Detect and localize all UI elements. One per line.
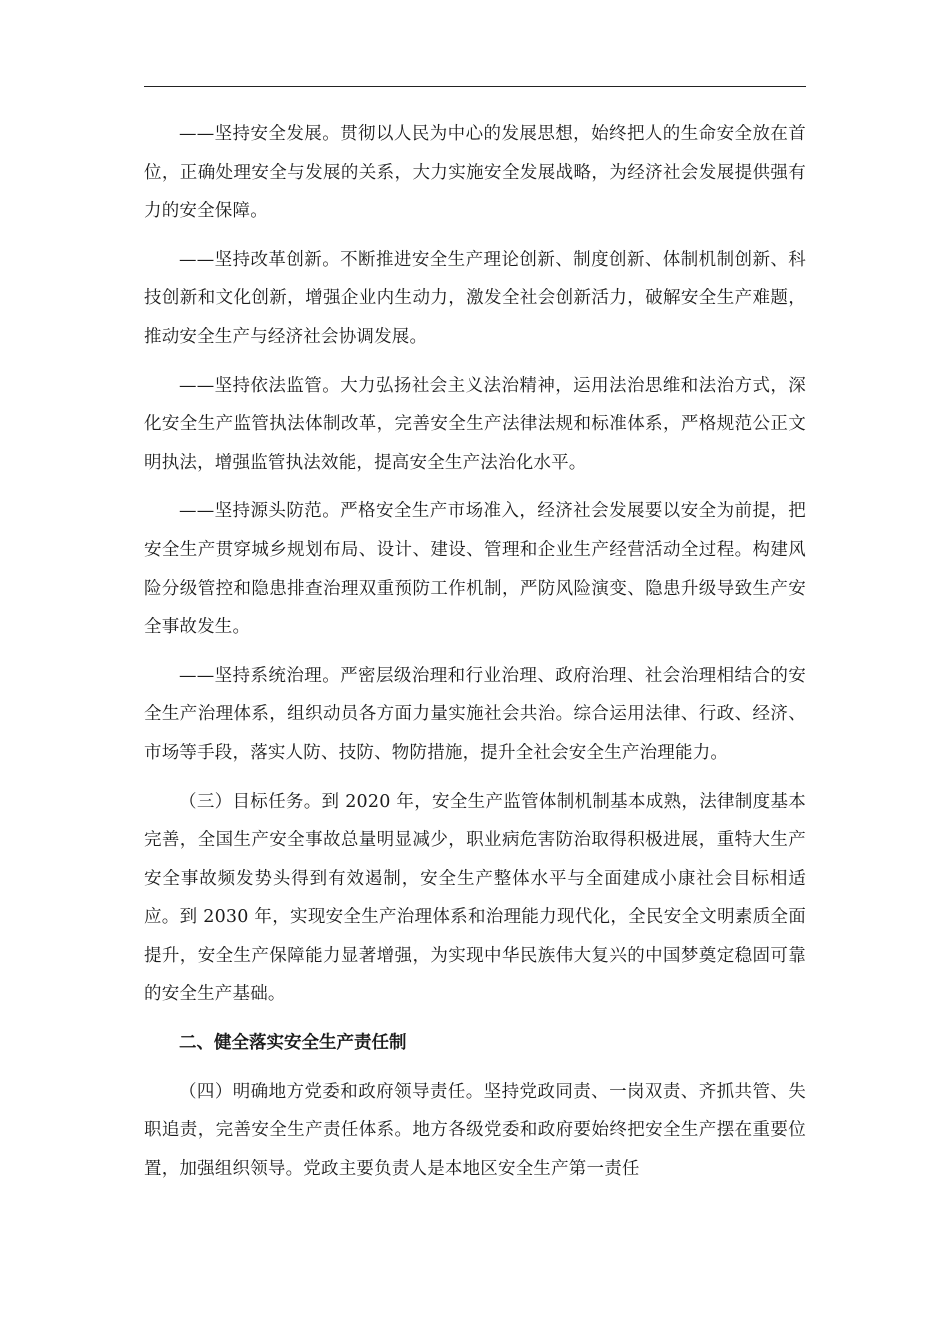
section-heading: 二、健全落实安全生产责任制 (179, 1033, 407, 1054)
paragraph-safe-development: ——坚持安全发展。贯彻以人民为中心的发展思想，始终把人的生命安全放在首位，正确处理安全与发展的关系，大力实施安全发展战略，为经济社会发展提供强有力的安全保障。 (144, 124, 806, 222)
header-rule (144, 86, 806, 87)
paragraph-lawful-supervision: ——坚持依法监管。大力弘扬社会主义法治精神，运用法治思维和法治方式，深化安全生产监管执法体制改革，完善安全生产法律法规和标准体系，严格规范公正文明执法，增强监管执法效能，提高安全生产法治化水平。 (144, 375, 806, 473)
paragraph-source-prevention: ——坚持源头防范。严格安全生产市场准入，经济社会发展要以安全为前提，把安全生产贯穿城乡规划布局、设计、建设、管理和企业生产经营活动全过程。构建风险分级管控和隐患排查治理双重预防工作机制，严防风险演变、隐患升级导致生产安全事故发生。 (144, 501, 806, 638)
document-body (144, 115, 806, 1198)
paragraph-goals-tasks: （三）目标任务。到 2020 年，安全生产监管体制机制基本成熟，法律制度基本完善，全国生产安全事故总量明显减少，职业病危害防治取得积极进展，重特大生产安全事故频发势头得到有效遏制，安全生产整体水平与全面建成小康社会目标相适应。到 2030 年，实现安全生产治理体系和治理能力现代化，全民安全文明素质全面提升，安全生产保障能力显著增强，为实现中华民族伟大复兴的中国梦奠定稳固可靠的安全生产基础。 (144, 791, 806, 1005)
paragraph-system-governance: ——坚持系统治理。严密层级治理和行业治理、政府治理、社会治理相结合的安全生产治理体系，组织动员各方面力量实施社会共治。综合运用法律、行政、经济、市场等手段，落实人防、技防、物防措施，提升全社会安全生产治理能力。 (144, 665, 806, 763)
paragraph-local-leadership: （四）明确地方党委和政府领导责任。坚持党政同责、一岗双责、齐抓共管、失职追责，完善安全生产责任体系。地方各级党委和政府要始终把安全生产摆在重要位置，加强组织领导。党政主要负责人是本地区安全生产第一责任 (144, 1081, 806, 1179)
paragraph-reform-innovation: ——坚持改革创新。不断推进安全生产理论创新、制度创新、体制机制创新、科技创新和文化创新，增强企业内生动力，激发全社会创新活力，破解安全生产难题，推动安全生产与经济社会协调发展。 (144, 249, 806, 347)
